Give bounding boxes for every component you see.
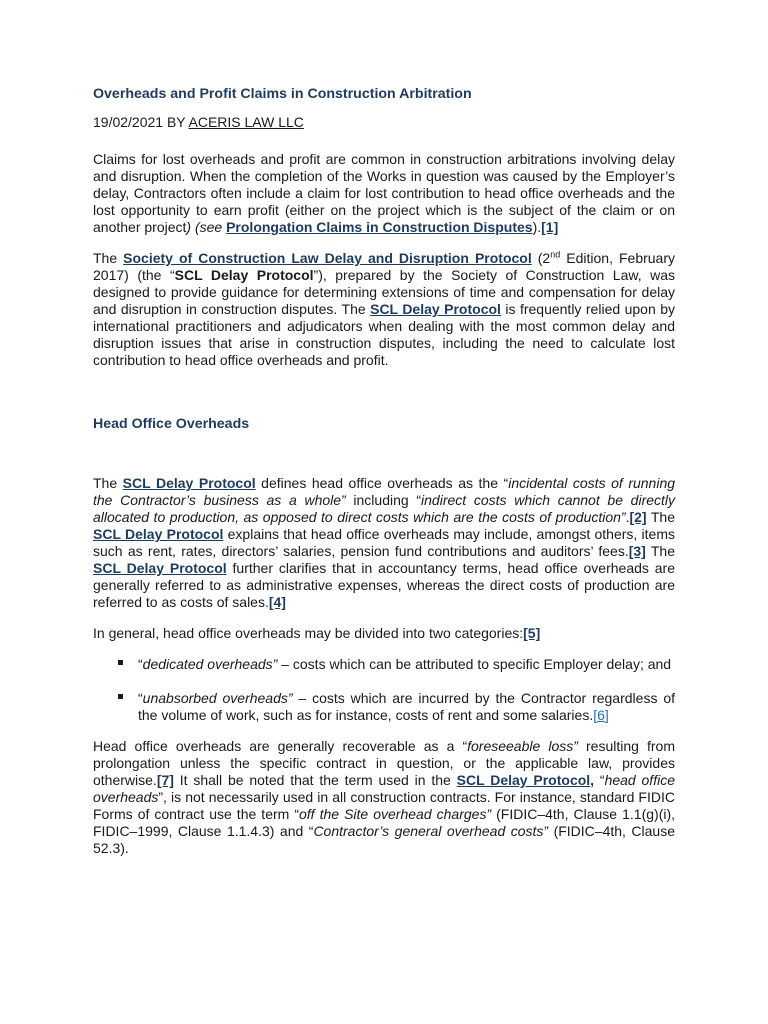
bullet-square-icon [118, 694, 123, 699]
text: ”), prepared by the Society of Construction Law, was designed to provide guidance for determining extensions of time and compensation for delay and disruption in construction disputes. The [93, 267, 675, 317]
footnote-ref-4[interactable]: [4] [268, 594, 286, 610]
text: (2 [531, 250, 551, 266]
author-link[interactable]: ACERIS LAW LLC [188, 114, 304, 130]
text: Edition, February 2017) (the “ [93, 250, 676, 283]
paragraph-recoverability [93, 738, 675, 857]
bullet-square-icon [118, 660, 123, 665]
text: “ [138, 690, 143, 706]
term: dedicated overheads” [142, 656, 278, 672]
list-item [93, 656, 675, 673]
text: It shall be noted that the term used in the [173, 772, 457, 788]
scl-delay-protocol-link[interactable]: SCL Delay Protocol [370, 301, 501, 317]
intro-see: ) (see [186, 219, 227, 235]
text: “ [138, 656, 143, 672]
text: resulting from prolongation unless the specific contract in question, or the applicable law, provides otherwise. [93, 738, 675, 788]
footnote-ref-7[interactable]: [7] [156, 772, 174, 788]
article-title: Overheads and Profit Claims in Construction Arbitration [93, 86, 472, 102]
quote: incidental costs of running the Contractor’s business as a whole” [93, 475, 676, 508]
scl-delay-protocol-link[interactable]: SCL Delay Protocol [93, 526, 224, 542]
text: The [645, 543, 676, 559]
text: (FIDIC–4th, Clause 52.3). [93, 823, 675, 856]
paragraph-definition [93, 475, 675, 611]
paragraph-intro [93, 151, 675, 236]
text: Head office overheads are generally recoverable as a “ [93, 738, 468, 754]
text: – costs which can be attributed to specific Employer delay; and [277, 656, 672, 672]
quote: off the Site overhead charges” [299, 806, 492, 822]
quote: head office overheads [93, 772, 675, 805]
footnote-ref-3[interactable]: [3] [628, 543, 646, 559]
quote: foreseeable loss” [467, 738, 578, 754]
text: – costs which are incurred by the Contractor regardless of the volume of work, such as for instance, costs of rent and some salaries. [138, 690, 675, 723]
text: (FIDIC–4th, Clause 1.1(g)(i), FIDIC–1999, Clause 1.1.4.3) and “ [93, 806, 676, 839]
scl-protocol-link[interactable]: Society of Construction Law Delay and Disruption Protocol [123, 250, 532, 266]
quote: indirect costs which cannot be directly allocated to production, as opposed to direct costs which are the costs of production” [93, 492, 676, 525]
text: In general, head office overheads may be divided into two categories: [93, 625, 524, 641]
scl-delay-protocol-link[interactable]: SCL Delay Protocol [122, 475, 256, 491]
text: . [625, 509, 630, 525]
section-heading-head-office: Head Office Overheads [93, 416, 250, 432]
paragraph-categories [93, 625, 675, 642]
text: ”, is not necessarily used in all construction contracts. For instance, standard FIDIC Forms of contract use the term “ [93, 789, 675, 822]
text: defines head office overheads as the “ [255, 475, 509, 491]
intro-end: ). [532, 219, 542, 235]
prolongation-claims-link[interactable]: Prolongation Claims in Construction Disputes [226, 219, 533, 235]
article-body [93, 86, 675, 857]
text: The [646, 509, 675, 525]
edition-superscript: nd [550, 249, 561, 260]
categories-list [93, 656, 675, 724]
byline-date: 19/02/2021 BY [93, 114, 189, 130]
text: further clarifies that in accountancy terms, head office overheads are generally referred to as administrative expenses, whereas the direct costs of production are referred to as costs of sales. [93, 560, 675, 610]
text: including “ [345, 492, 422, 508]
text: The [93, 250, 124, 266]
text: is frequently relied upon by international practitioners and adjudicators when dealing with the most common delay and disruption issues that arise in construction disputes, including the need to calculate lost contribution to head office overheads and profit. [93, 301, 675, 368]
text: The [93, 475, 123, 491]
scl-protocol-bold: SCL Delay Protocol [174, 267, 314, 283]
paragraph-scl-protocol [93, 250, 675, 369]
text: “ [594, 772, 605, 788]
text: explains that head office overheads may include, amongst others, items such as rent, rates, directors’ salaries, pension fund contributions and auditors’ fees. [93, 526, 675, 559]
intro-text: Claims for lost overheads and profit are common in construction arbitrations involving delay and disruption. When the completion of the Works in question was caused by the Employer’s delay, Contractors often include a claim for lost contribution to head office overheads and the lost opportunity to earn profit (either on the project which is the subject of the claim or on another project [93, 151, 675, 235]
list-item [93, 690, 675, 724]
scl-delay-protocol-link[interactable]: SCL Delay Protocol [93, 560, 227, 576]
footnote-ref-6[interactable]: [6] [593, 707, 609, 723]
scl-delay-protocol-link[interactable]: SCL Delay Protocol, [456, 772, 595, 788]
footnote-ref-5[interactable]: [5] [523, 625, 541, 641]
byline [93, 114, 675, 130]
footnote-ref-2[interactable]: [2] [629, 509, 647, 525]
footnote-ref-1[interactable]: [1] [541, 219, 559, 235]
quote: Contractor’s general overhead costs” [313, 823, 549, 839]
term: unabsorbed overheads” [142, 690, 293, 706]
